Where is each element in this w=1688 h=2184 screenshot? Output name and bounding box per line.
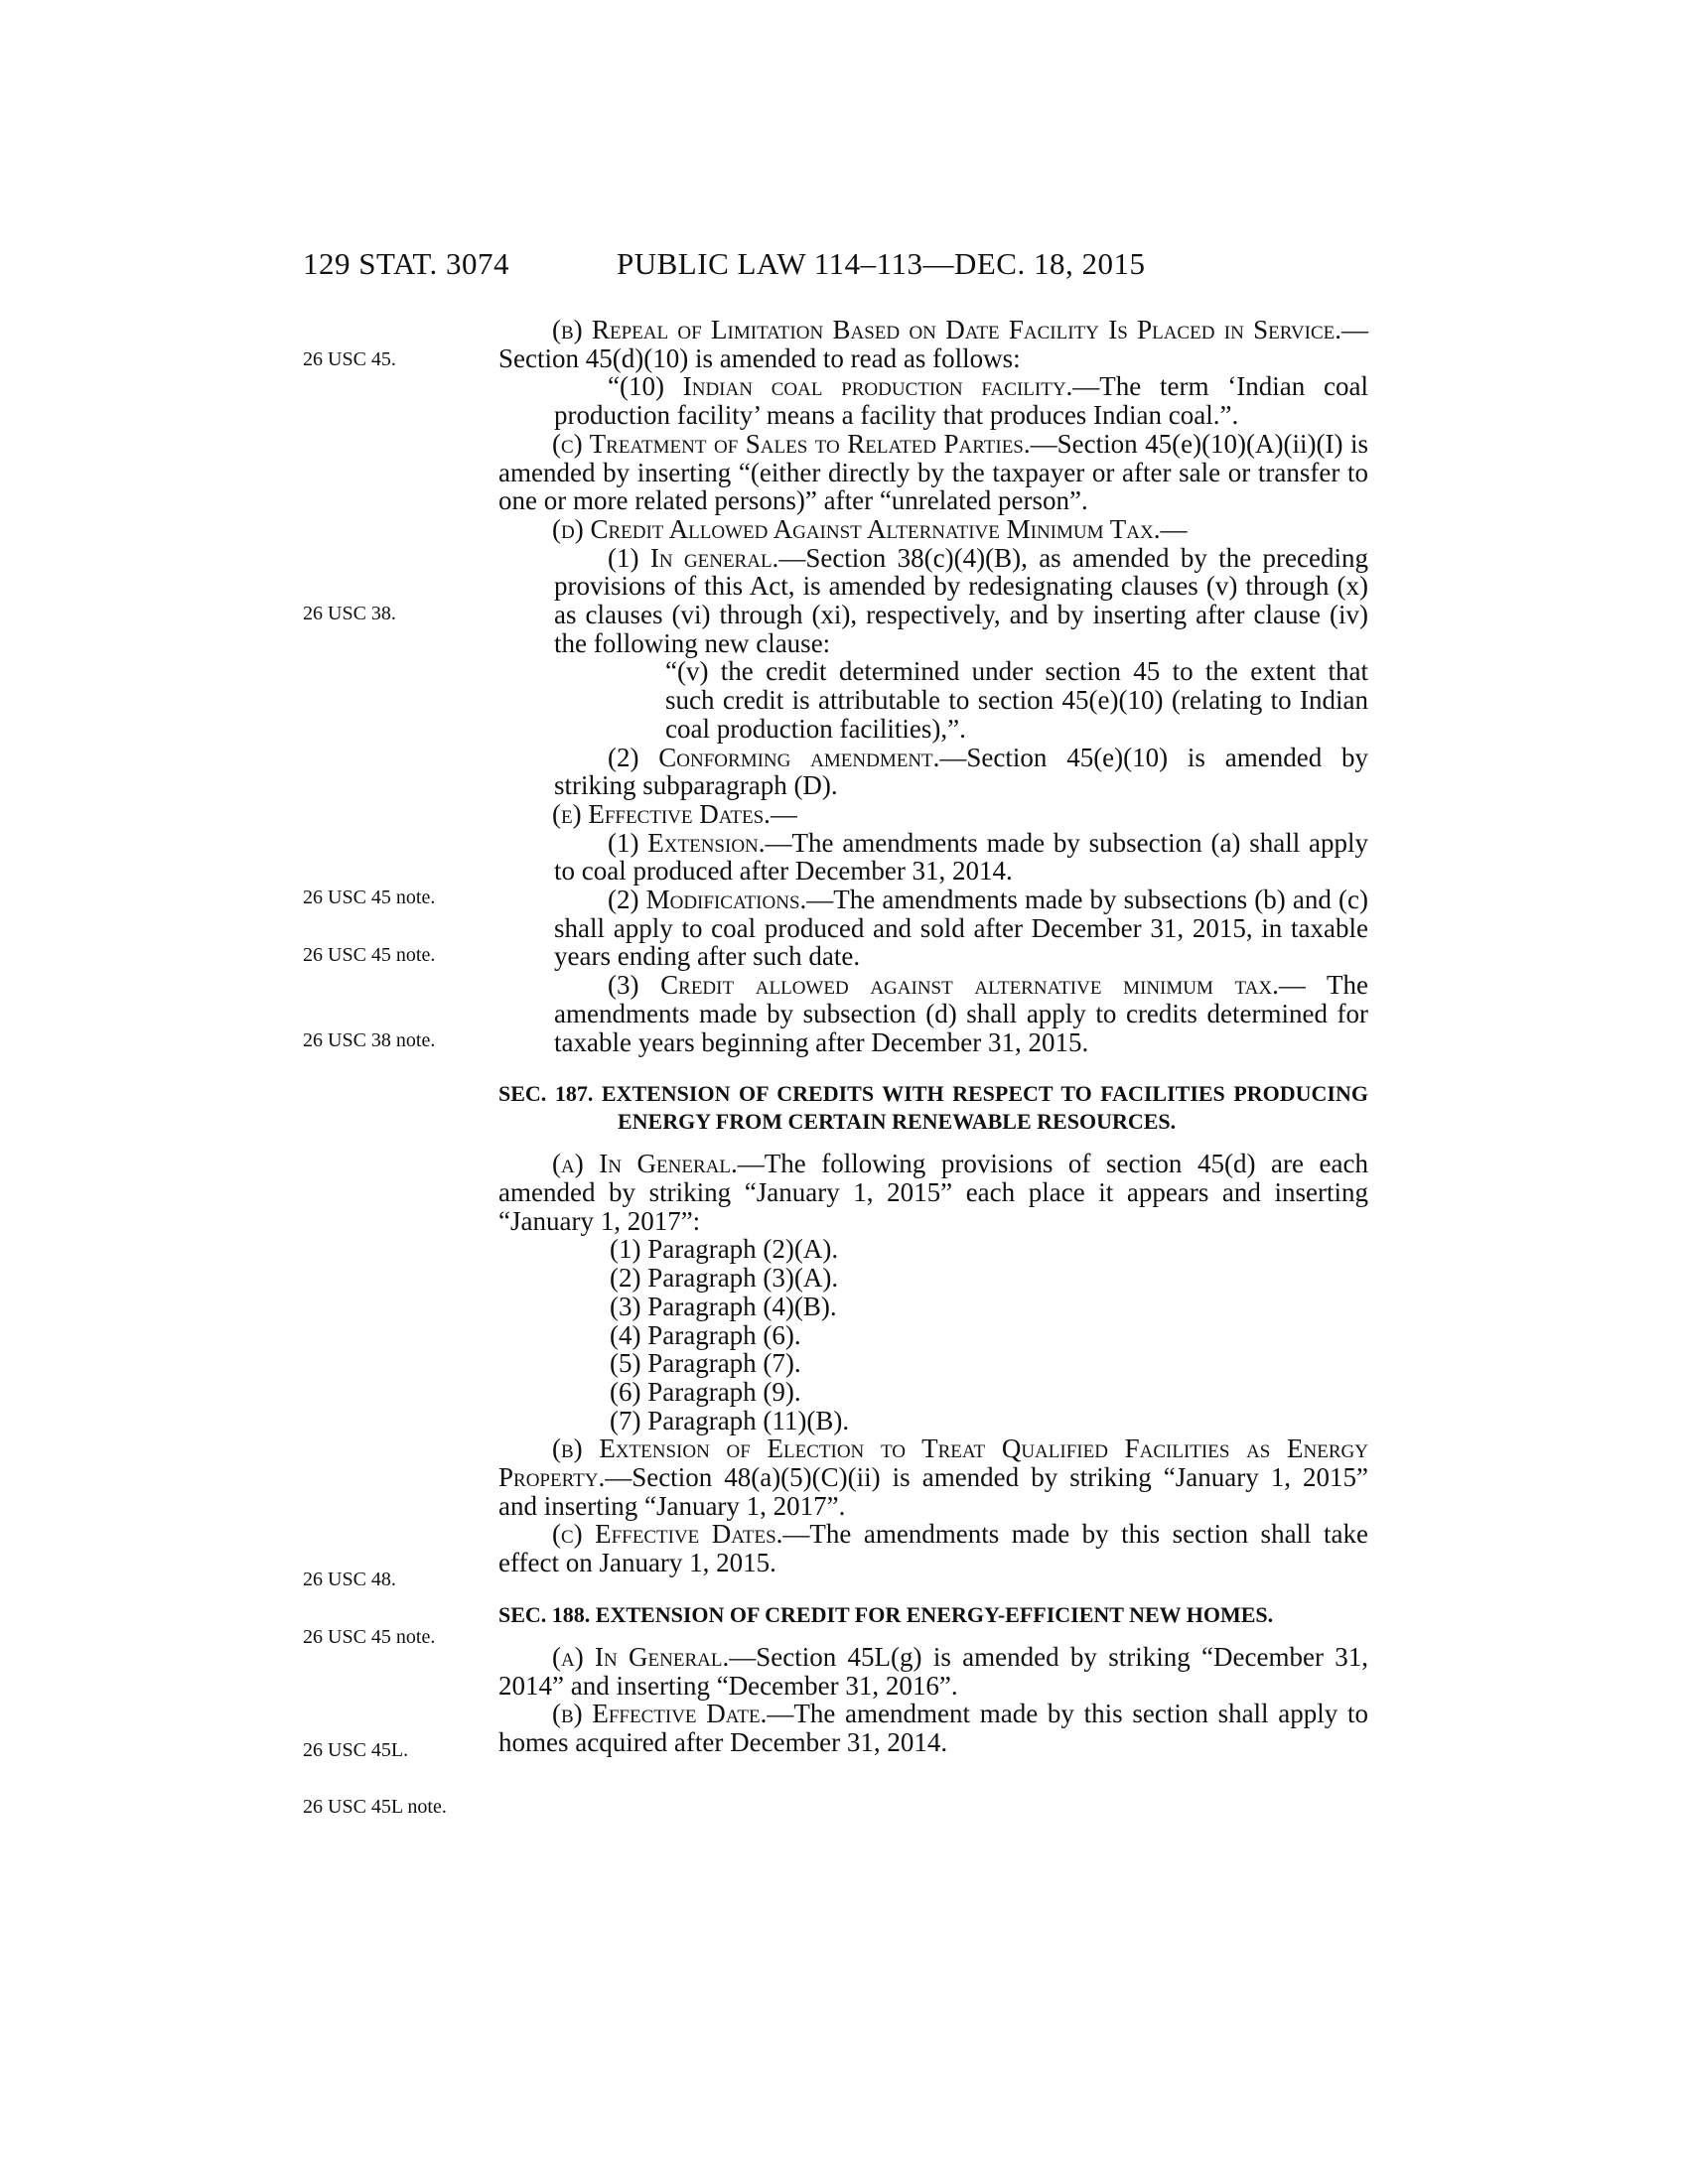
page-header-title: PUBLIC LAW 114–113—DEC. 18, 2015: [617, 246, 1146, 281]
subsection-d-paragraph-2: (2) Conforming amendment.—Section 45(e)(10) is amended by striking subparagraph (D).: [554, 742, 1368, 801]
sec187-paragraph: (5) Paragraph (7).: [610, 1348, 801, 1379]
sec187-subsection-b: (b) Extension of Election to Treat Qualified Facilities as Energy Property.—Section 48(a)(5)(C)(ii) is amended by striking “January 1, 2015” and inserting “January 1, 2017”.: [498, 1433, 1368, 1521]
sec187-subsection-a: (a) In General.—The following provisions of section 45(d) are each amended by striking “January 1, 2015” each place it appears and inserting “January 1, 2017”:: [498, 1149, 1369, 1236]
sec188-subsection-a: (a) In General.—Section 45L(g) is amended by striking “December 31, 2014” and inserting “December 31, 2016”.: [498, 1641, 1368, 1701]
subsection-d-clause-v: “(v) the credit determined under section 45 to the extent that such credit is attributable to section 45(e)(10) (relating to Indian coal production facilities),”.: [665, 656, 1368, 744]
margin-note: 26 USC 45 note.: [303, 1626, 436, 1648]
subsection-e-paragraph-3: (3) Credit allowed against alternative minimum tax.— The amendments made by subsection (d) shall apply to credits determined for taxable years beginning after December 31, 2015.: [554, 970, 1368, 1057]
sec187-paragraph: (4) Paragraph (6).: [610, 1319, 801, 1350]
subsection-c: (c) Treatment of Sales to Related Parties.—Section 45(e)(10)(A)(ii)(I) is amended by inserting “(either directly by the taxpayer or after sale or transfer to one or more related persons)” after “unrelated person”.: [498, 428, 1368, 516]
sec187-paragraph: (3) Paragraph (4)(B).: [610, 1291, 837, 1321]
sec187-subsection-c: (c) Effective Dates.—The amendments made by this section shall take effect on January 1, 2015.: [498, 1519, 1368, 1578]
section-188-heading: SEC. 188. EXTENSION OF CREDIT FOR ENERGY-EFFICIENT NEW HOMES.: [498, 1601, 1274, 1627]
margin-note: 26 USC 45 note.: [303, 887, 436, 908]
document-body: [498, 316, 1368, 1757]
margin-note: 26 USC 48.: [303, 1569, 396, 1590]
margin-note: 26 USC 45.: [303, 348, 396, 370]
margin-note: 26 USC 45 note.: [303, 944, 436, 966]
margin-note: 26 USC 38.: [303, 603, 396, 624]
subsection-d-paragraph-1: (1) In general.—Section 38(c)(4)(B), as amended by the preceding provisions of this Act, is amended by redesignating clauses (v) through (x) as clauses (vi) through (xi), respectively, and by inserting after clause (iv) the following new clause:: [554, 542, 1368, 658]
sec187-paragraph: (7) Paragraph (11)(B).: [610, 1405, 850, 1435]
margin-note: 26 USC 38 note.: [303, 1029, 436, 1051]
section-187-heading: SEC. 187. EXTENSION OF CREDITS WITH RESPECT TO FACILITIES PRODUCING ENERGY FROM CERTAIN RENEWABLE RESOURCES.: [498, 1081, 1368, 1135]
sec188-subsection-b: (b) Effective Date.—The amendment made by this section shall apply to homes acquired after December 31, 2014.: [498, 1699, 1368, 1757]
subsection-e-paragraph-1: (1) Extension.—The amendments made by subsection (a) shall apply to coal produced after December 31, 2014.: [554, 827, 1369, 887]
subsection-d: (d) Credit Allowed Against Alternative Minimum Tax.—: [552, 513, 1188, 544]
subsection-e-paragraph-2: (2) Modifications.—The amendments made by subsections (b) and (c) shall apply to coal produced and sold after December 31, 2015, in taxable years ending after such date.: [554, 885, 1368, 972]
subsection-e: (e) Effective Dates.—: [552, 798, 797, 829]
subsection-b-definition: “(10) Indian coal production facility.—The term ‘Indian coal production facility’ means a facility that produces Indian coal.”.: [554, 371, 1368, 431]
subsection-b: (b) Repeal of Limitation Based on Date Facility Is Placed in Service.—Section 45(d)(10) is amended to read as follows:: [498, 315, 1368, 373]
statute-page-number: 129 STAT. 3074: [303, 246, 510, 281]
sec187-paragraph: (6) Paragraph (9).: [610, 1376, 801, 1407]
margin-note: 26 USC 45L.: [303, 1739, 409, 1761]
sec187-paragraph: (2) Paragraph (3)(A).: [610, 1263, 839, 1294]
margin-note: 26 USC 45L note.: [303, 1796, 447, 1818]
sec187-paragraph: (1) Paragraph (2)(A).: [610, 1234, 839, 1265]
